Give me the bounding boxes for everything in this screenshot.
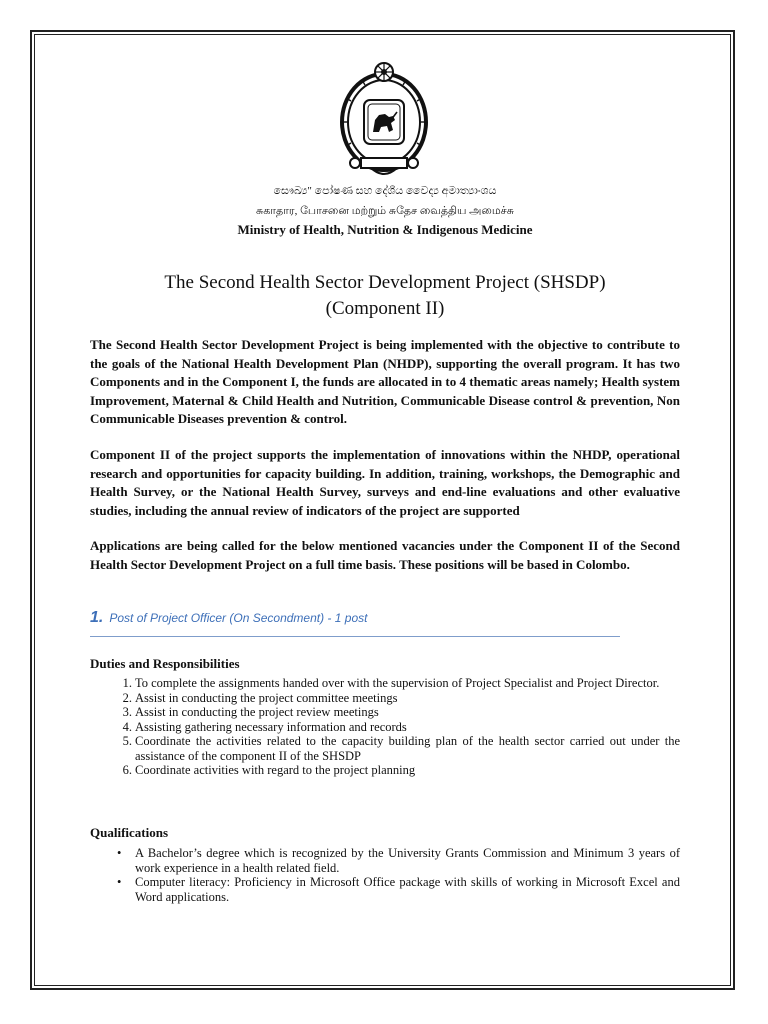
bullet-icon: • [117, 875, 122, 889]
item-text: Coordinate the activities related to the capacity building plan of the health sector carried out under the assistance of the component II of the SHSDP [135, 734, 680, 763]
duties-list [90, 676, 680, 778]
duties-heading: Duties and Responsibilities [90, 656, 240, 671]
section-underline [90, 636, 620, 637]
item-text: Computer literacy: Proficiency in Microsoft Office package with skills of working in Microsoft Excel and Word applications. [135, 875, 680, 904]
item-number: 4. [122, 719, 132, 734]
list-item [90, 734, 680, 763]
list-item [90, 846, 680, 875]
document-title [90, 270, 680, 322]
item-text: Assisting gathering necessary information and records [135, 719, 407, 734]
item-number: 1. [122, 676, 132, 690]
item-number: 5. [122, 734, 132, 748]
component-paragraph-text: Component II of the project supports the implementation of innovations within the NHDP, operational research and opportunities for capacity building. In addition, training, workshops, the Demographic and Health Survey, or the National Health Survey, surveys and end-line evaluations and other evaluative studies, including the annual review of indicators of the project are supported [90, 447, 680, 518]
item-text: Assist in conducting the project committee meetings [135, 690, 398, 705]
section-number: 1. [90, 609, 104, 626]
qualifications-heading: Qualifications [90, 825, 169, 840]
item-text: Coordinate activities with regard to the project planning [135, 763, 416, 777]
ministry-name-english: Ministry of Health, Nutrition & Indigenous Medicine [237, 222, 533, 237]
ministry-name-sinhala: සෞඛ්‍ය" පෝෂණ සහ දේශීය වෛද්‍ය අමාත්‍යාංශය [273, 185, 497, 197]
section-heading [90, 609, 367, 627]
list-item [90, 875, 680, 904]
item-number: 3. [122, 705, 132, 719]
applications-paragraph [90, 537, 680, 574]
item-text: To complete the assignments handed over with the supervision of Project Specialist and Project Director. [135, 676, 660, 690]
qualifications-list [90, 846, 680, 904]
list-item [90, 720, 680, 735]
item-number: 6. [122, 763, 132, 777]
list-item [90, 691, 680, 706]
list-item [90, 705, 680, 720]
sri-lanka-emblem [331, 60, 437, 184]
component-paragraph [90, 446, 680, 520]
item-number: 2. [122, 690, 132, 705]
bullet-icon: • [117, 846, 122, 860]
document-title-line1: The Second Health Sector Development Project (SHSDP) [164, 272, 606, 293]
intro-paragraph-text: The Second Health Sector Development Project is being implemented with the objective to contribute to the goals of the National Health Development Plan (NHDP), supporting the overall program. It has two Components and in the Component I, the funds are allocated in to 4 thematic areas namely; Health system Improvement, Maternal & Child Health and Nutrition, Communicable Disease control & prevention, Non Communicable Diseases prevention & control. [90, 337, 680, 426]
document-title-line2: (Component II) [325, 298, 445, 319]
item-text: Assist in conducting the project review meetings [135, 705, 379, 719]
item-text: A Bachelor’s degree which is recognized by the University Grants Commission and Minimum 3 years of work experience in a health related field. [135, 846, 680, 875]
ministry-name-tamil: சுகாதார, போசனை மற்றும் சுதேச வைத்திய அமைச்சு [256, 205, 514, 217]
list-item [90, 763, 680, 778]
intro-paragraph [90, 336, 680, 429]
list-item [90, 676, 680, 691]
section-title: Post of Project Officer (On Secondment) - 1 post [109, 611, 368, 625]
applications-paragraph-text: Applications are being called for the below mentioned vacancies under the Component II of the Second Health Sector Development Project on a full time basis. These positions will be based in Colombo. [90, 538, 680, 572]
